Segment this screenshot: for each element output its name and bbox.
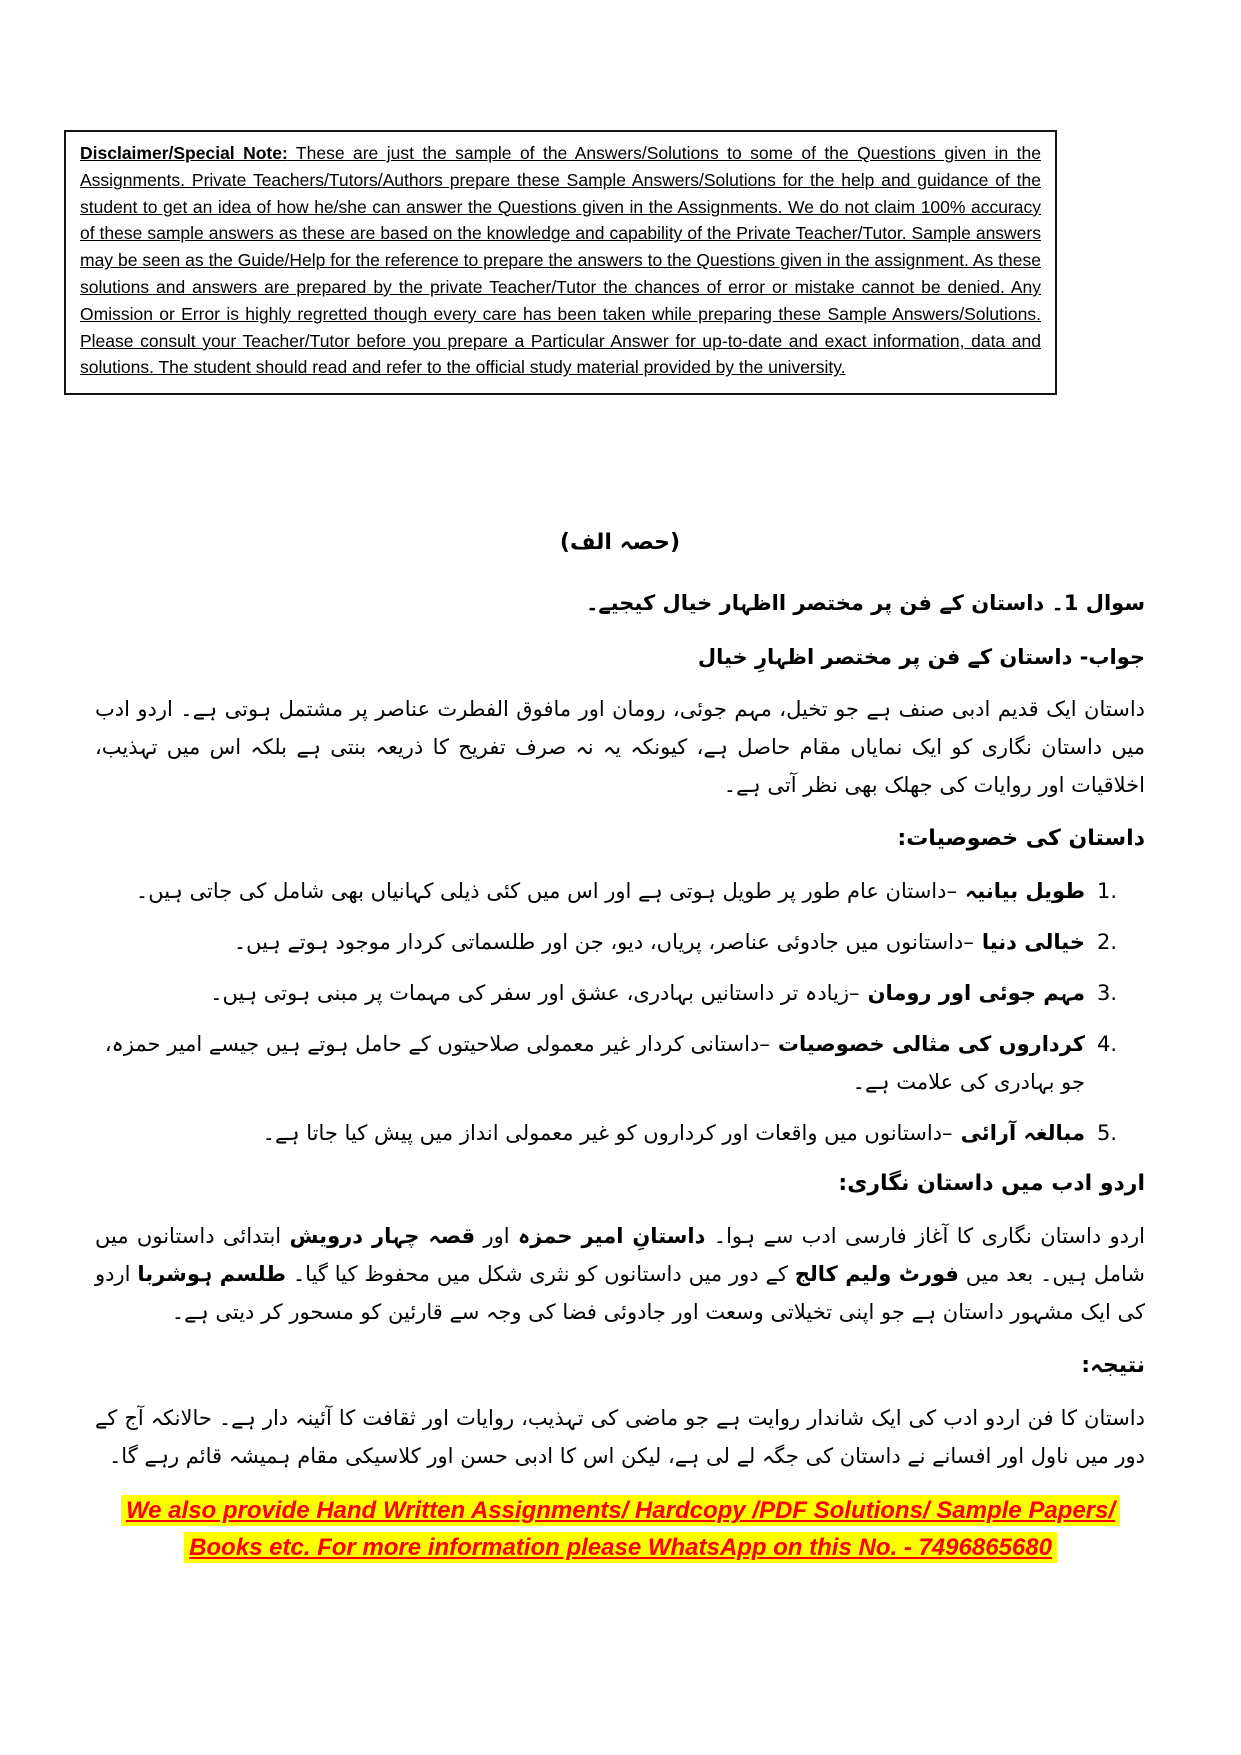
list-item-body [95, 974, 1085, 1012]
disclaimer-box [64, 130, 1057, 395]
urdu-answer-content [95, 524, 1145, 1491]
conclusion-heading: نتیجہ: [1081, 1353, 1145, 1378]
list-item [95, 974, 1123, 1012]
footer-line-1 [0, 1492, 1241, 1529]
list-item-desc: –داستانوں میں واقعات اور کرداروں کو غیر معمولی انداز میں پیش کیا جاتا ہے۔ [262, 1121, 953, 1145]
text-segment-bold: طلسم ہوشربا [137, 1262, 286, 1286]
list-item-desc: –داستان عام طور پر طویل ہوتی ہے اور اس میں کئی ذیلی کہانیاں بھی شامل کی جاتی ہیں۔ [135, 879, 957, 903]
intro-paragraph: داستان ایک قدیم ادبی صنف ہے جو تخیل، مہم جوئی، رومان اور مافوق الفطرت عناصر پر مشتمل ہوتی ہے۔ اردو ادب میں داستان نگاری کو ایک نمایاں مقام حاصل ہے، کیونکہ یہ نہ صرف تفریح کا ذریعہ بنتی ہے بلکہ اس میں تہذیب، اخلاقیات اور روایات کی جھلک بھی نظر آتی ہے۔ [95, 697, 1145, 797]
question-line: سوال 1۔ داستان کے فن پر مختصر ااظہار خیال کیجیے۔ [586, 591, 1145, 615]
disclaimer-label: Disclaimer/Special Note: [80, 143, 288, 163]
list-item-number: 5. [1097, 1121, 1118, 1145]
disclaimer-paragraph [80, 140, 1041, 381]
text-segment-bold: داستانِ امیر حمزہ [517, 1224, 706, 1248]
list-item-body [95, 923, 1085, 961]
list-item-number: 3. [1097, 981, 1118, 1005]
footer-note [0, 1492, 1241, 1566]
list-item-term: مہم جوئی اور رومان [867, 981, 1085, 1005]
list-item-body [95, 1114, 1085, 1152]
text-segment: ابتدائی داستانوں میں شامل ہیں۔ بعد میں [95, 1224, 1145, 1286]
urdu-literature-paragraph [95, 1217, 1145, 1331]
list-item-number: 1. [1097, 879, 1118, 903]
list-item-number: 4. [1097, 1032, 1118, 1056]
list-item-term: طویل بیانیہ [965, 879, 1085, 903]
list-item-body [95, 872, 1085, 910]
list-item-number: 2. [1097, 930, 1118, 954]
text-segment: کے دور میں داستانوں کو نثری شکل میں محفوظ کیا گیا۔ [286, 1262, 795, 1286]
list-item-term: کرداروں کی مثالی خصوصیات [777, 1032, 1085, 1056]
conclusion-paragraph: داستان کا فن اردو ادب کی ایک شاندار روایت ہے جو ماضی کی تہذیب، روایات اور ثقافت کا آئینہ دار ہے۔ حالانکہ آج کے دور میں ناول اور افسانے نے داستان کی جگہ لے لی ہے، لیکن اس کا ادبی حسن اور کلاسیکی مقام ہمیشہ قائم رہے گا۔ [95, 1406, 1145, 1468]
list-item-term: مبالغہ آرائی [960, 1121, 1085, 1145]
list-item-desc: –داستانوں میں جادوئی عناصر، پریاں، دیو، جن اور طلسماتی کردار موجود ہوتے ہیں۔ [233, 930, 974, 954]
section-heading: (حصہ الف) [559, 530, 681, 555]
text-segment-bold: فورٹ ولیم کالج [794, 1262, 959, 1286]
disclaimer-text: These are just the sample of the Answers/Solutions to some of the Questions given in the Assignments. Private Teachers/Tutors/Authors prepare these Sample Answers/Solutions for the help and guidance of the student to get an idea of how he/she can answer the Questions given in the Assignments. We do not claim 100% accuracy of these sample answers as these are based on the knowledge and capability of the Private Teacher/Tutor. Sample answers may be seen as the Guide/Help for the reference to prepare the answers to the Questions given in the assignment. As these solutions and answers are prepared by the private Teacher/Tutor the chances of error or mistake cannot be denied. Any Omission or Error is highly regretted though every care has been taken while preparing these Sample Answers/Solutions. Please consult your Teacher/Tutor before you prepare a Particular Answer for up-to-date and exact information, data and solutions. The student should read and refer to the official study material provided by the university. [80, 143, 1041, 378]
list-item [95, 872, 1123, 910]
list-item-term: خیالی دنیا [981, 930, 1085, 954]
answer-heading: جواب- داستان کے فن پر مختصر اظہارِ خیال [697, 645, 1145, 669]
list-item-desc: –زیادہ تر داستانیں بہادری، عشق اور سفر کی مہمات پر مبنی ہوتی ہیں۔ [210, 981, 860, 1005]
list-item [95, 923, 1123, 961]
list-item-body [95, 1025, 1085, 1101]
list-item-desc: –داستانی کردار غیر معمولی صلاحیتوں کے حامل ہوتے ہیں جیسے امیر حمزہ، جو بہادری کی علامت ہے۔ [104, 1032, 1085, 1094]
text-segment: اردو داستان نگاری کا آغاز فارسی ادب سے ہوا۔ [705, 1224, 1146, 1248]
urdu-literature-heading: اردو ادب میں داستان نگاری: [838, 1171, 1145, 1196]
footer-line-1-text: We also provide Hand Written Assignments/ Hardcopy /PDF Solutions/ Sample Papers/ [121, 1495, 1120, 1526]
list-item [95, 1025, 1123, 1101]
characteristics-list [95, 872, 1145, 1152]
footer-line-2-text: Books etc. For more information please WhatsApp on this No. - 7496865680 [184, 1532, 1057, 1563]
text-segment: اور [475, 1224, 518, 1248]
characteristics-heading: داستان کی خصوصیات: [897, 826, 1145, 851]
footer-line-2 [0, 1529, 1241, 1566]
text-segment: اردو کی ایک مشہور داستان ہے جو اپنی تخیلاتی وسعت اور جادوئی فضا کی وجہ سے قارئین کو مسحور کر دیتی ہے۔ [95, 1262, 1145, 1324]
text-segment-bold: قصہ چہار درویش [289, 1224, 476, 1248]
list-item [95, 1114, 1123, 1152]
